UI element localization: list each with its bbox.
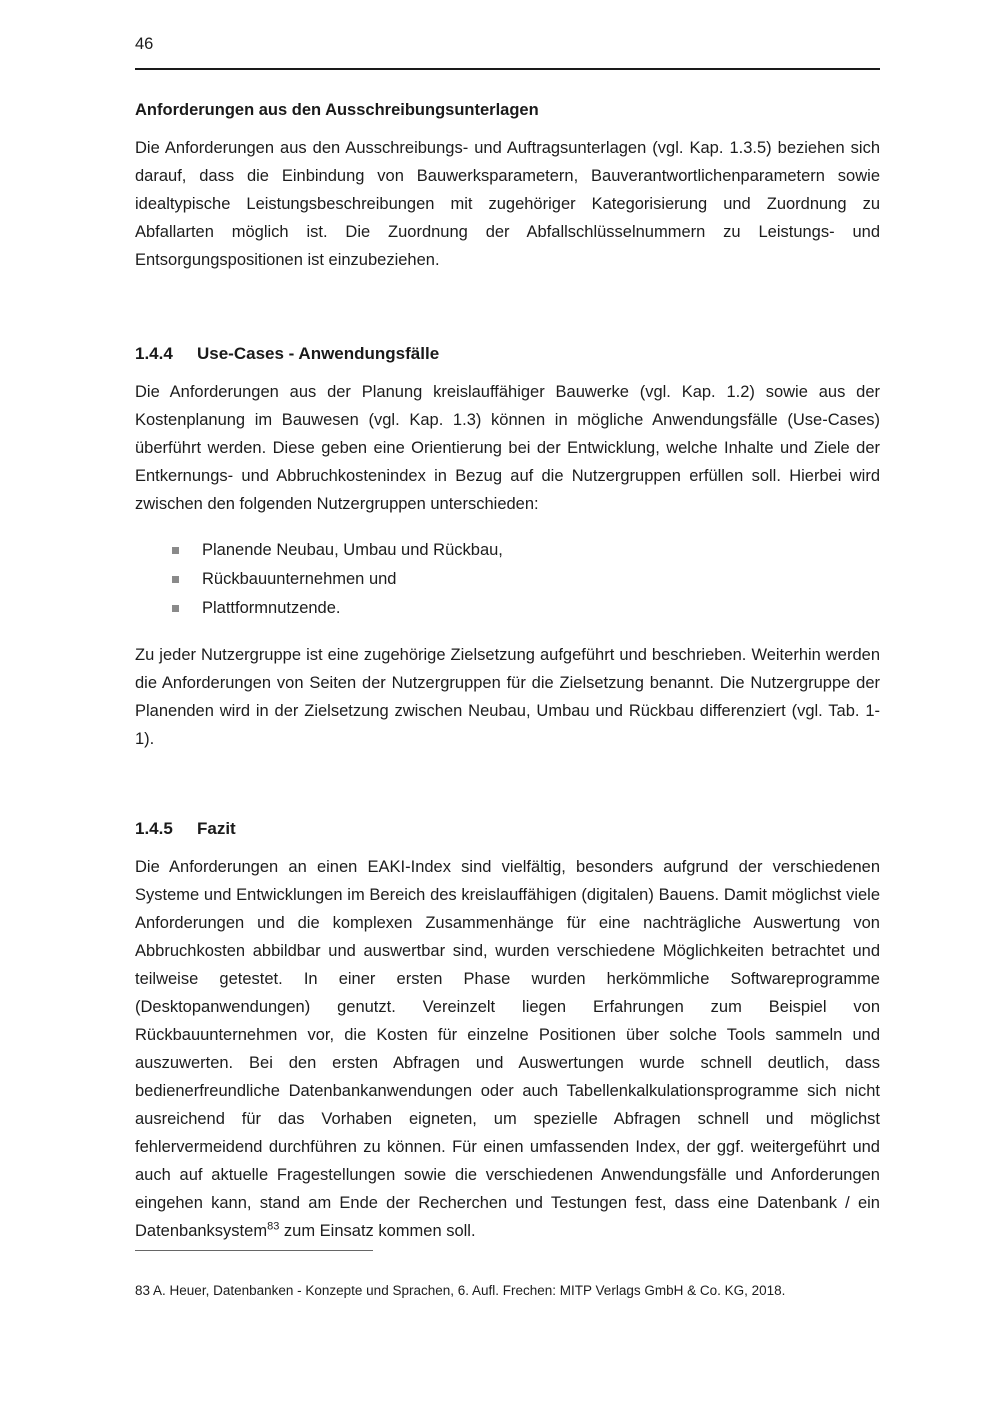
section-title: Use-Cases - Anwendungsfälle (197, 344, 440, 363)
footnote-text: A. Heuer, Datenbanken - Konzepte und Sprachen, 6. Aufl. Frechen: MITP Verlags GmbH & Co. KG, 2018. (150, 1283, 786, 1298)
footnote (135, 1281, 880, 1300)
paragraph-fazit-text-after: zum Einsatz kommen soll. (279, 1222, 476, 1240)
footnote-rule (135, 1250, 373, 1251)
list-item (172, 594, 880, 623)
header-rule (135, 68, 880, 70)
footnote-reference: 83 (267, 1220, 280, 1233)
square-bullet-icon (172, 605, 179, 612)
list-item-text: Rückbauunternehmen und (202, 570, 397, 588)
paragraph-nutzergruppen: Zu jeder Nutzergruppe ist eine zugehörige Zielsetzung aufgeführt und beschrieben. Weiterhin werden die Anforderungen von Seiten der Nutzergruppen für die Zielsetzung benannt. Die Nutzergruppe der Planenden wird in der Zielsetzung zwischen Neubau, Umbau und Rückbau differenziert (vgl. Tab. 1-1). (135, 646, 880, 748)
page-body (135, 98, 880, 1245)
square-bullet-icon (172, 547, 179, 554)
footnote-number: 83 (135, 1283, 151, 1298)
section-number: 1.4.5 (135, 819, 173, 838)
heading-ausschreibungsunterlagen: Anforderungen aus den Ausschreibungsunterlagen (135, 101, 539, 119)
footnote-area (135, 1250, 880, 1300)
section-heading-1-4-5 (135, 817, 880, 841)
paragraph-use-cases: Die Anforderungen aus der Planung kreislauffähiger Bauwerke (vgl. Kap. 1.2) sowie aus der Kostenplanung im Bauwesen (vgl. Kap. 1.3) können in mögliche Anwendungsfälle (Use-Cases) überführt werden. Diese geben eine Orientierung bei der Entwicklung, welche Inhalte und Ziele der Entkernungs- und Abbruchkostenindex in Bezug auf die Nutzergruppen erfüllen soll. Hierbei wird zwischen den folgenden Nutzergruppen unterschieden: (135, 383, 880, 513)
paragraph-fazit-text: Die Anforderungen an einen EAKI-Index sind vielfältig, besonders aufgrund der verschiedenen Systeme und Entwicklungen im Bereich des kreislauffähigen (digitalen) Bauens. Damit möglichst viele Anforderungen und die komplexen Zusammenhänge für eine nachträgliche Auswertung von Abbruchkosten abbildbar und auswertbar sind, wurden verschiedene Möglichkeiten betrachtet und teilweise getestet. In einer ersten Phase wurden herkömmliche Softwareprogramme (Desktopanwendungen) genutzt. Vereinzelt liegen Erfahrungen zum Beispiel von Rückbauunternehmen vor, die Kosten für einzelne Positionen über solche Tools sammeln und auszuwerten. Bei den ersten Abfragen und Auswertungen wurde schnell deutlich, dass bedienerfreundliche Datenbankanwendungen oder auch Tabellenkalkulationsprogramme sich nicht ausreichend für das Vorhaben eigneten, um spezielle Abfragen schnell und möglichst fehlervermeidend durchführen zu können. Für einen umfassenden Index, der ggf. weitergeführt und auch auf aktuelle Fragestellungen sowie die verschiedenen Anwendungsfälle und Anforderungen eingehen kann, stand am Ende der Recherchen und Testungen fest, dass eine Datenbank / ein Datenbanksystem (135, 858, 880, 1240)
bullet-list (172, 536, 880, 623)
list-item (172, 565, 880, 594)
list-item-text: Plattformnutzende. (202, 599, 341, 617)
page-header (135, 34, 880, 70)
section-number: 1.4.4 (135, 344, 173, 363)
paragraph-fazit (135, 853, 880, 1245)
list-item-text: Planende Neubau, Umbau und Rückbau, (202, 541, 503, 559)
page-number: 46 (135, 35, 154, 53)
section-heading-1-4-4 (135, 342, 880, 366)
section-title: Fazit (197, 819, 236, 838)
square-bullet-icon (172, 576, 179, 583)
paragraph-anforderungen: Die Anforderungen aus den Ausschreibungs- und Auftragsunterlagen (vgl. Kap. 1.3.5) beziehen sich darauf, dass die Einbindung von Bauwerksparametern, Bauverantwortlichenparametern sowie idealtypische Leistungsbeschreibungen mit zugehöriger Kategorisierung und Zuordnung zu Abfallarten möglich ist. Die Zuordnung der Abfallschlüsselnummern zu Leistungs- und Entsorgungspositionen ist einzubeziehen. (135, 139, 880, 269)
list-item (172, 536, 880, 565)
